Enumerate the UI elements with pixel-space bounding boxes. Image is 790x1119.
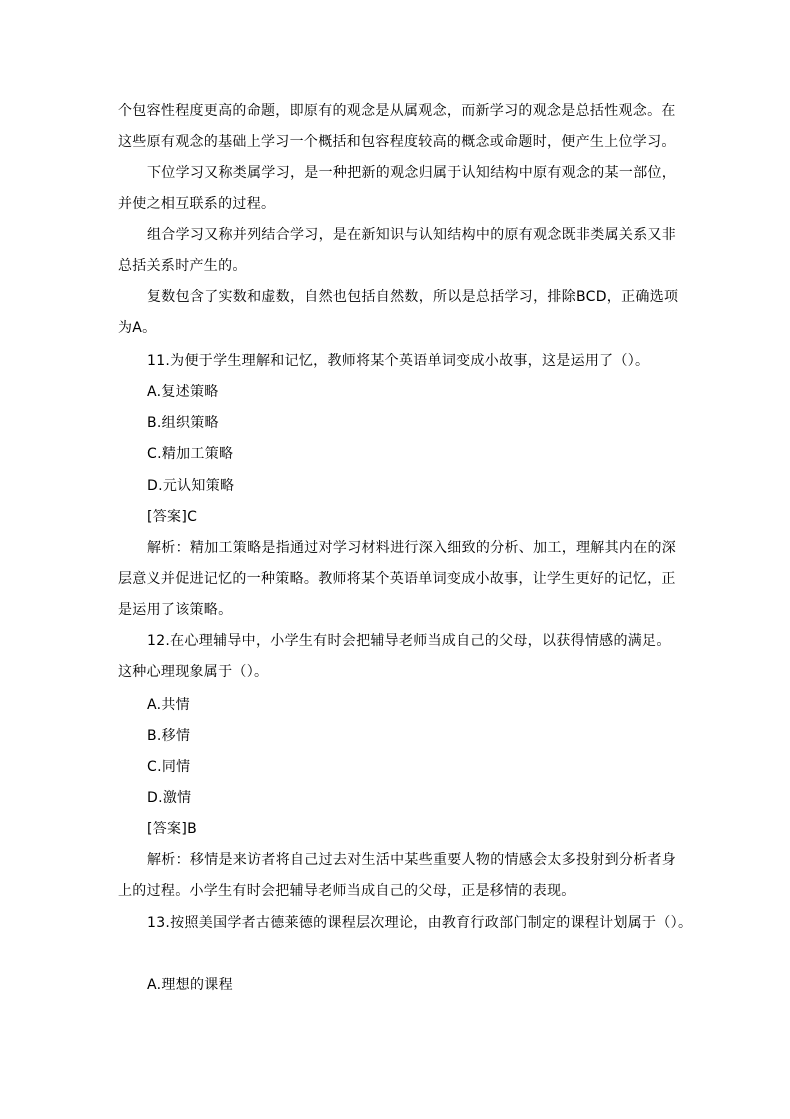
explanation-line: 解析：移情是来访者将自己过去对生活中某些重要人物的情感会太多投射到分析者身 (147, 852, 677, 868)
explanation-line: 上的过程。小学生有时会把辅导老师当成自己的父母，正是移情的表现。 (118, 883, 576, 899)
explanation-line: 是运用了该策略。 (118, 602, 233, 618)
question-12-cont: 这种心理现象属于（）。 (118, 664, 269, 680)
option-b: B.移情 (147, 728, 191, 744)
paragraph-line: 下位学习又称类属学习，是一种把新的观念归属于认知结构中原有观念的某一部位， (147, 165, 677, 181)
option-c: C.精加工策略 (147, 446, 234, 462)
paragraph-line: 复数包含了实数和虚数，自然也包括自然数，所以是总括学习，排除BCD，正确选项 (147, 289, 679, 305)
paragraph-line: 这些原有观念的基础上学习一个概括和包容程度较高的概念或命题时，便产生上位学习。 (118, 134, 676, 150)
answer: [答案]C (147, 509, 198, 525)
paragraph-line: 总括关系时产生的。 (118, 258, 247, 274)
explanation-line: 层意义并促进记忆的一种策略。教师将某个英语单词变成小故事，让学生更好的记忆，正 (118, 571, 676, 587)
paragraph-line: 并使之相互联系的过程。 (118, 196, 276, 212)
option-a: A.理想的课程 (147, 977, 233, 993)
option-a: A.共情 (147, 697, 190, 713)
explanation-line: 解析：精加工策略是指通过对学习材料进行深入细致的分析、加工，理解其内在的深 (147, 540, 677, 556)
paragraph-line: 个包容性程度更高的命题，即原有的观念是从属观念，而新学习的观念是总括性观念。在 (118, 103, 676, 119)
question-11: 11.为便于学生理解和记忆，教师将某个英语单词变成小故事，这是运用了（）。 (147, 353, 650, 369)
answer: [答案]B (147, 821, 198, 837)
question-12: 12.在心理辅导中，小学生有时会把辅导老师当成自己的父母，以获得情感的满足。 (147, 633, 671, 649)
paragraph-line: 为A。 (118, 320, 157, 336)
option-b: B.组织策略 (147, 415, 219, 431)
option-a: A.复述策略 (147, 384, 219, 400)
option-d: D.激情 (147, 790, 192, 806)
option-c: C.同情 (147, 759, 191, 775)
question-13: 13.按照美国学者古德莱德的课程层次理论，由教育行政部门制定的课程计划属于（）。 (147, 915, 693, 931)
paragraph-line: 组合学习又称并列结合学习，是在新知识与认知结构中的原有观念既非类属关系又非 (147, 227, 677, 243)
option-d: D.元认知策略 (147, 478, 235, 494)
